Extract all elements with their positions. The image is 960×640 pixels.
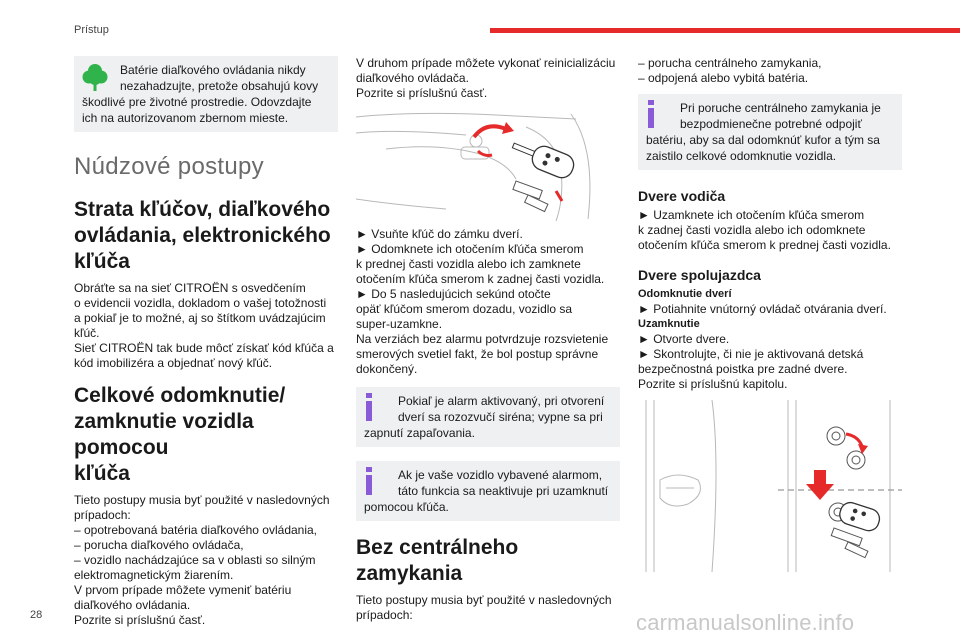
text-line: ► Potiahnite vnútorný ovládač otvárania dverí. <box>638 302 887 316</box>
heading-line: ovládania, elektronického <box>74 224 331 247</box>
lock-paragraph <box>638 332 902 392</box>
header-section-title: Prístup <box>74 24 109 36</box>
info-note-line: Ak je vaše vozidlo vybavené alarmom, <box>398 468 603 482</box>
key-steps-paragraph <box>356 227 620 377</box>
text-line: Pozrite si príslušnú časť. <box>74 613 206 627</box>
heading-line: Strata kľúčov, diaľkového <box>74 198 331 221</box>
text-line: elektromagnetickým žiarením. <box>74 568 234 582</box>
text-line: ► Odomknete ich otočením kľúča smerom <box>356 242 584 256</box>
text-line: k prednej časti vozidla alebo ich zamknete <box>356 257 581 271</box>
info-note-central-locking <box>638 94 902 170</box>
text-line: ► Vsuňte kľúč do zámku dverí. <box>356 227 523 241</box>
text-line: super-uzamkne. <box>356 317 443 331</box>
list-item: – odpojená alebo vybitá batéria. <box>638 71 809 85</box>
passenger-door-heading: Dvere spolujazdca <box>638 267 761 283</box>
info-icon <box>646 100 656 133</box>
text-line: smerových svetiel fakt, že bol postup správne <box>356 347 599 361</box>
text-line: a pokiaľ je to možné, aj so štítkom uvádzajúcim <box>74 311 326 325</box>
text-line: diaľkového ovládača. <box>356 71 469 85</box>
text-line: – opotrebovaná batéria diaľkového ovládania, <box>74 523 318 537</box>
column-2 <box>356 56 620 623</box>
section-heading-lost-keys <box>74 197 338 275</box>
key-locking-paragraph <box>74 493 338 628</box>
text-line: ► Do 5 nasledujúcich sekúnd otočte <box>356 287 551 301</box>
door-lock-key-illustration <box>356 109 620 221</box>
text-line: otočením kľúča smerom k zadnej časti vozidla. <box>356 272 605 286</box>
text-line: opäť kľúčom smerom dozadu, vozidlo sa <box>356 302 573 316</box>
text-line: – vozidlo nachádzajúce sa v oblasti so silným <box>74 553 316 567</box>
heading-line: Celkové odomknutie/ <box>74 384 286 407</box>
section-heading-key-locking <box>74 383 338 487</box>
info-note-alarm-key <box>356 461 620 521</box>
text-line: ► Uzamknete ich otočením kľúča smerom <box>638 208 865 222</box>
text-line: k zadnej časti vozidla alebo ich odomknete <box>638 223 866 237</box>
text-line: kľúč. <box>74 326 100 340</box>
text-line: Pozrite si príslušnú časť. <box>356 86 488 100</box>
info-note-line: zapnutí zapaľovania. <box>364 426 475 440</box>
page-number: 28 <box>30 609 43 621</box>
info-note-line: batériu, aby sa dal odomknúť kufor a tým sa <box>646 133 880 147</box>
column-3 <box>638 56 902 572</box>
info-note-line: Pokiaľ je alarm aktivovaný, pri otvorení <box>398 394 605 408</box>
info-note-line: pomocou kľúča. <box>364 500 449 514</box>
section-heading-no-central-locking: Bez centrálneho zamykania <box>356 536 519 585</box>
main-heading: Núdzové postupy <box>74 153 264 180</box>
tree-icon <box>82 62 108 97</box>
text-line: otočením kľúča smerom k prednej časti vozidla. <box>638 238 891 252</box>
info-icon <box>364 393 374 426</box>
no-central-locking-paragraph <box>356 593 620 623</box>
heading-line: kľúča <box>74 462 130 485</box>
cases-list <box>638 56 902 86</box>
driver-door-heading: Dvere vodiča <box>638 188 726 204</box>
info-note-line: Pri poruche centrálneho zamykania je <box>680 101 881 115</box>
reinit-paragraph <box>356 56 620 101</box>
text-line: kód imobilizéra a objednať nový kľúč. <box>74 356 273 370</box>
lock-label: Uzamknutie <box>638 318 700 330</box>
text-line: Tieto postupy musia byť použité v nasledovných <box>74 493 330 507</box>
text-line: Tieto postupy musia byť použité v nasledovných <box>356 593 612 607</box>
info-note-line: táto funkcia sa neaktivuje pri uzamknutí <box>398 484 609 498</box>
column-1 <box>74 56 338 628</box>
eco-note-line: škodlivé pre životné prostredie. Odovzdajte <box>82 95 312 109</box>
text-line: Sieť CITROËN tak bude môcť získať kód kľúča a <box>74 341 334 355</box>
heading-line: zamknutie vozidla pomocou <box>74 410 254 459</box>
text-line: V prvom prípade môžete vymeniť batériu <box>74 583 292 597</box>
header-accent-bar <box>490 28 960 33</box>
info-note-alarm-siren <box>356 387 620 447</box>
text-line: Obráťte sa na sieť CITROËN s osvedčením <box>74 281 306 295</box>
list-item: – porucha centrálneho zamykania, <box>638 56 822 70</box>
text-line: Na verziách bez alarmu potvrdzuje rozsvietenie <box>356 332 609 346</box>
info-icon <box>364 467 374 500</box>
text-line: Pozrite si príslušnú kapitolu. <box>638 377 788 391</box>
unlock-label: Odomknutie dverí <box>638 288 732 300</box>
eco-note-line: nezahadzujte, pretože obsahujú kovy <box>120 79 319 93</box>
text-line: V druhom prípade môžete vykonať reinicializáciu <box>356 56 616 70</box>
watermark: carmanualsonline.info <box>636 610 855 635</box>
unlock-paragraph <box>638 302 902 317</box>
text-line: prípadoch: <box>356 608 413 622</box>
lost-keys-paragraph <box>74 281 338 371</box>
text-line: ► Skontrolujte, či nie je aktivovaná detská <box>638 347 864 361</box>
info-note-line: zaistilo celkové odomknutie vozidla. <box>646 149 837 163</box>
eco-note-line: Batérie diaľkového ovládania nikdy <box>120 63 306 77</box>
eco-note-line: ich na autorizovanom zbernom mieste. <box>82 111 289 125</box>
driver-door-paragraph <box>638 208 902 253</box>
text-line: bezpečnostná poistka pre zadné dvere. <box>638 362 848 376</box>
text-line: ► Otvorte dvere. <box>638 332 730 346</box>
eco-note <box>74 56 338 132</box>
text-line: o evidencii vozidla, dokladom o vašej totožnosti <box>74 296 327 310</box>
heading-line: kľúča <box>74 250 130 273</box>
info-note-line: dverí sa rozozvučí siréna; vypne sa pri <box>398 410 603 424</box>
info-note-line: bezpodmienečne potrebné odpojiť <box>680 117 862 131</box>
text-line: dokončený. <box>356 362 418 376</box>
text-line: diaľkového ovládania. <box>74 598 191 612</box>
passenger-door-lock-illustration <box>638 400 902 572</box>
text-line: prípadoch: <box>74 508 131 522</box>
text-line: – porucha diaľkového ovládača, <box>74 538 244 552</box>
